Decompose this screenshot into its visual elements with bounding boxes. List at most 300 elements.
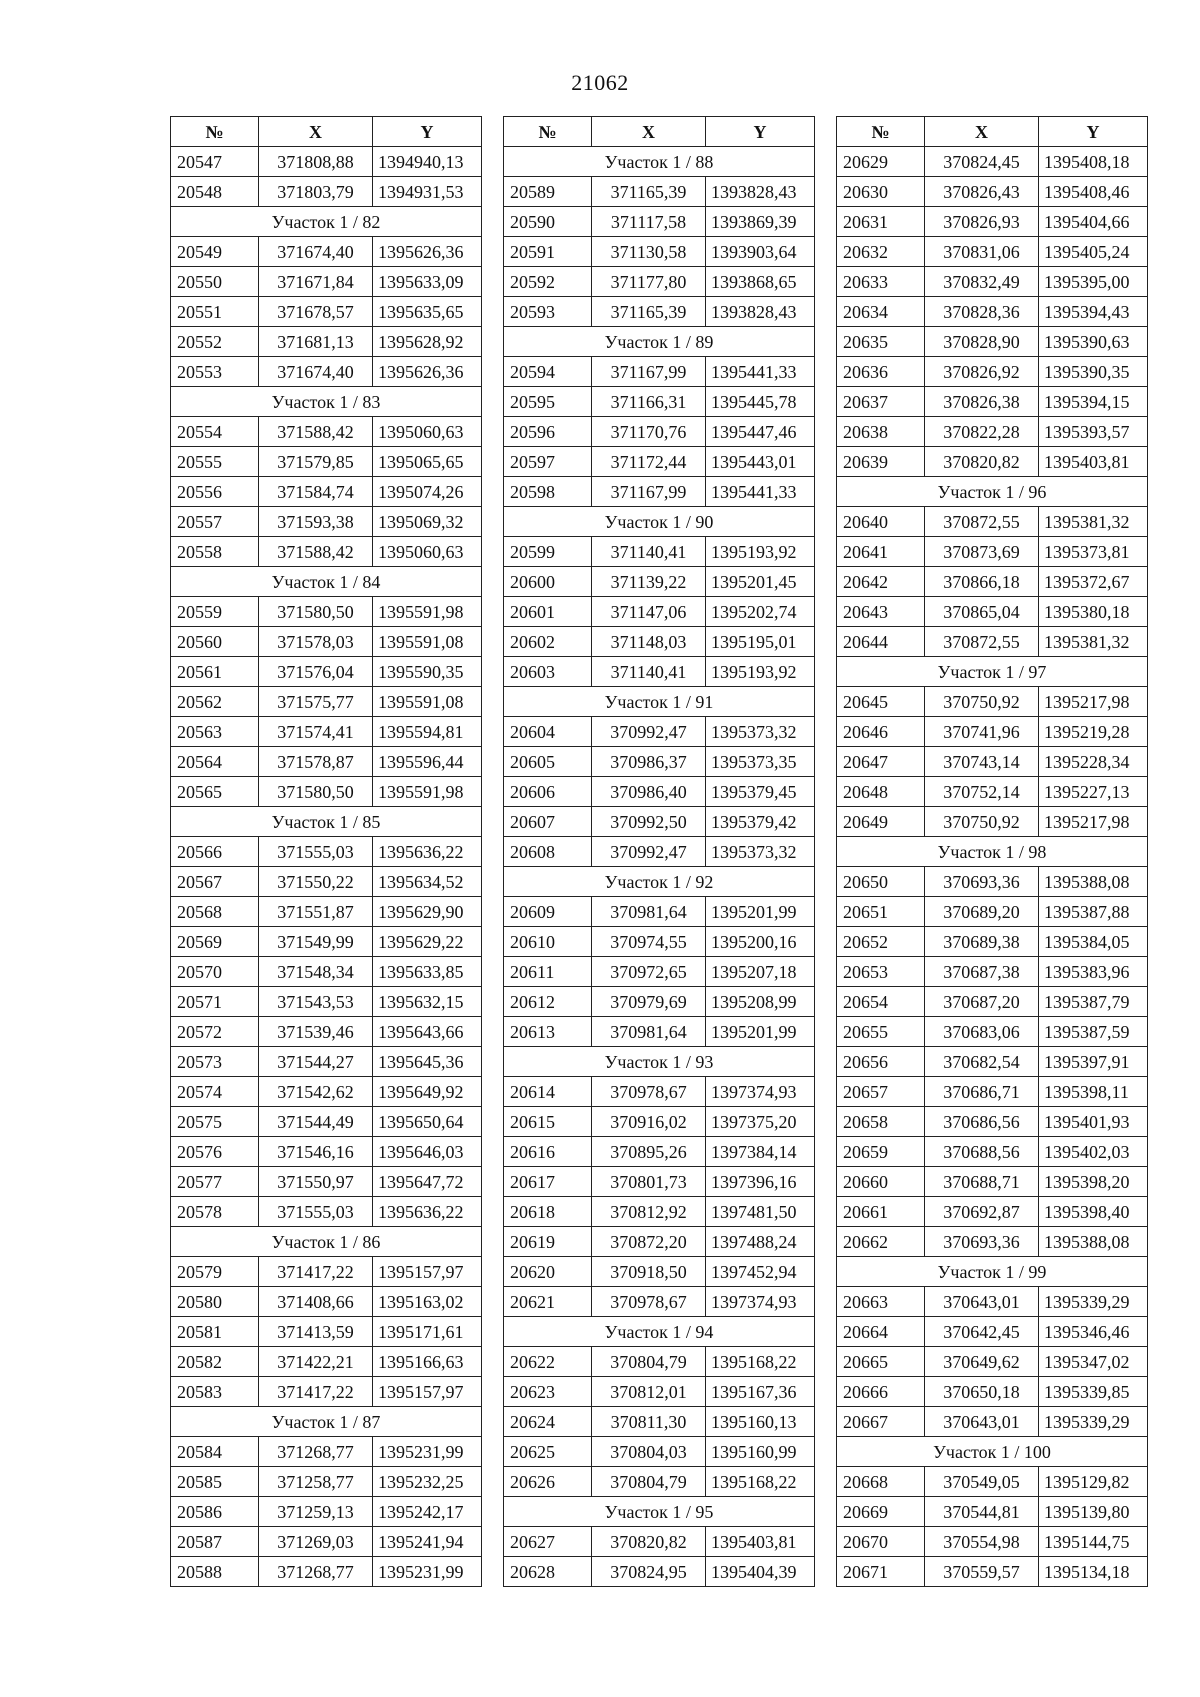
- table-body: [504, 147, 815, 1587]
- x-coordinate: 370828,90: [925, 327, 1039, 357]
- table-row: [837, 237, 1148, 267]
- x-coordinate: 371258,77: [259, 1467, 373, 1497]
- x-coordinate: 371167,99: [592, 357, 706, 387]
- table-row: [504, 447, 815, 477]
- table-row: [171, 1197, 482, 1227]
- x-coordinate: 371172,44: [592, 447, 706, 477]
- table-row: [171, 507, 482, 537]
- point-number: 20649: [837, 807, 925, 837]
- point-number: 20667: [837, 1407, 925, 1437]
- point-number: 20561: [171, 657, 259, 687]
- table-row: [171, 477, 482, 507]
- point-number: 20579: [171, 1257, 259, 1287]
- y-coordinate: 1395398,11: [1039, 1077, 1148, 1107]
- y-coordinate: 1395232,25: [373, 1467, 482, 1497]
- x-coordinate: 370650,18: [925, 1377, 1039, 1407]
- y-coordinate: 1395383,96: [1039, 957, 1148, 987]
- point-number: 20573: [171, 1047, 259, 1077]
- table-row: [837, 207, 1148, 237]
- y-coordinate: 1395231,99: [373, 1437, 482, 1467]
- y-coordinate: 1395445,78: [706, 387, 815, 417]
- x-coordinate: 370979,69: [592, 987, 706, 1017]
- x-coordinate: 370686,71: [925, 1077, 1039, 1107]
- x-coordinate: 371130,58: [592, 237, 706, 267]
- table-row: [504, 987, 815, 1017]
- section-row: [171, 567, 482, 597]
- point-number: 20648: [837, 777, 925, 807]
- y-coordinate: 1395060,63: [373, 417, 482, 447]
- point-number: 20594: [504, 357, 592, 387]
- point-number: 20660: [837, 1167, 925, 1197]
- section-row: [171, 1407, 482, 1437]
- y-coordinate: 1393903,64: [706, 237, 815, 267]
- x-coordinate: 371808,88: [259, 147, 373, 177]
- x-coordinate: 370824,45: [925, 147, 1039, 177]
- y-coordinate: 1395394,43: [1039, 297, 1148, 327]
- point-number: 20668: [837, 1467, 925, 1497]
- y-coordinate: 1395394,15: [1039, 387, 1148, 417]
- table-row: [837, 327, 1148, 357]
- y-coordinate: 1395163,02: [373, 1287, 482, 1317]
- y-coordinate: 1395201,99: [706, 897, 815, 927]
- table-row: [837, 687, 1148, 717]
- table-row: [837, 747, 1148, 777]
- y-coordinate: 1395373,35: [706, 747, 815, 777]
- point-number: 20569: [171, 927, 259, 957]
- table-row: [837, 927, 1148, 957]
- point-number: 20621: [504, 1287, 592, 1317]
- point-number: 20553: [171, 357, 259, 387]
- point-number: 20607: [504, 807, 592, 837]
- y-coordinate: 1395168,22: [706, 1347, 815, 1377]
- point-number: 20567: [171, 867, 259, 897]
- point-number: 20572: [171, 1017, 259, 1047]
- x-coordinate: 370872,55: [925, 627, 1039, 657]
- table-row: [504, 477, 815, 507]
- y-coordinate: 1395380,18: [1039, 597, 1148, 627]
- y-coordinate: 1395443,01: [706, 447, 815, 477]
- table-row: [504, 207, 815, 237]
- y-coordinate: 1395339,29: [1039, 1287, 1148, 1317]
- y-coordinate: 1395373,81: [1039, 537, 1148, 567]
- table-row: [504, 1137, 815, 1167]
- table-row: [504, 927, 815, 957]
- table-row: [837, 177, 1148, 207]
- x-coordinate: 370824,95: [592, 1557, 706, 1587]
- section-row: [504, 687, 815, 717]
- table-row: [504, 297, 815, 327]
- point-number: 20589: [504, 177, 592, 207]
- section-title: Участок 1 / 100: [837, 1437, 1148, 1467]
- table-row: [504, 657, 815, 687]
- table-row: [837, 267, 1148, 297]
- point-number: 20547: [171, 147, 259, 177]
- point-number: 20550: [171, 267, 259, 297]
- x-coordinate: 370918,50: [592, 1257, 706, 1287]
- point-number: 20592: [504, 267, 592, 297]
- table-row: [171, 1107, 482, 1137]
- table-row: [171, 417, 482, 447]
- point-number: 20558: [171, 537, 259, 567]
- section-title: Участок 1 / 87: [171, 1407, 482, 1437]
- table-row: [171, 867, 482, 897]
- y-coordinate: 1393869,39: [706, 207, 815, 237]
- point-number: 20644: [837, 627, 925, 657]
- x-coordinate: 370812,01: [592, 1377, 706, 1407]
- y-coordinate: 1395074,26: [373, 477, 482, 507]
- header-row: [504, 117, 815, 147]
- x-coordinate: 370689,38: [925, 927, 1039, 957]
- table-row: [171, 1527, 482, 1557]
- x-coordinate: 370693,36: [925, 867, 1039, 897]
- x-coordinate: 370981,64: [592, 1017, 706, 1047]
- table-row: [837, 507, 1148, 537]
- x-coordinate: 371543,53: [259, 987, 373, 1017]
- table-row: [171, 1317, 482, 1347]
- table-row: [504, 1017, 815, 1047]
- x-coordinate: 371408,66: [259, 1287, 373, 1317]
- y-coordinate: 1395227,13: [1039, 777, 1148, 807]
- coordinates-table-2: [503, 116, 815, 1587]
- y-coordinate: 1395167,36: [706, 1377, 815, 1407]
- point-number: 20669: [837, 1497, 925, 1527]
- y-coordinate: 1395373,32: [706, 717, 815, 747]
- y-coordinate: 1395387,79: [1039, 987, 1148, 1017]
- x-coordinate: 371544,27: [259, 1047, 373, 1077]
- point-number: 20625: [504, 1437, 592, 1467]
- point-number: 20610: [504, 927, 592, 957]
- table-row: [837, 1377, 1148, 1407]
- y-coordinate: 1395646,03: [373, 1137, 482, 1167]
- y-coordinate: 1395166,63: [373, 1347, 482, 1377]
- table-row: [171, 1167, 482, 1197]
- table-row: [837, 1557, 1148, 1587]
- point-number: 20552: [171, 327, 259, 357]
- table-row: [171, 1437, 482, 1467]
- point-number: 20577: [171, 1167, 259, 1197]
- y-coordinate: 1395201,45: [706, 567, 815, 597]
- x-coordinate: 370974,55: [592, 927, 706, 957]
- x-coordinate: 370986,40: [592, 777, 706, 807]
- y-coordinate: 1395381,32: [1039, 507, 1148, 537]
- x-coordinate: 371550,22: [259, 867, 373, 897]
- point-number: 20638: [837, 417, 925, 447]
- point-number: 20646: [837, 717, 925, 747]
- y-coordinate: 1395208,99: [706, 987, 815, 1017]
- x-coordinate: 371117,58: [592, 207, 706, 237]
- header-num: №: [504, 117, 592, 147]
- section-title: Участок 1 / 93: [504, 1047, 815, 1077]
- point-number: 20563: [171, 717, 259, 747]
- section-title: Участок 1 / 94: [504, 1317, 815, 1347]
- y-coordinate: 1395228,34: [1039, 747, 1148, 777]
- y-coordinate: 1395633,09: [373, 267, 482, 297]
- y-coordinate: 1395168,22: [706, 1467, 815, 1497]
- x-coordinate: 371139,22: [592, 567, 706, 597]
- point-number: 20662: [837, 1227, 925, 1257]
- table-row: [837, 1077, 1148, 1107]
- x-coordinate: 371576,04: [259, 657, 373, 687]
- point-number: 20562: [171, 687, 259, 717]
- section-row: [504, 867, 815, 897]
- table-row: [171, 147, 482, 177]
- table-row: [504, 837, 815, 867]
- section-title: Участок 1 / 84: [171, 567, 482, 597]
- y-coordinate: 1395242,17: [373, 1497, 482, 1527]
- x-coordinate: 370549,05: [925, 1467, 1039, 1497]
- point-number: 20555: [171, 447, 259, 477]
- point-number: 20564: [171, 747, 259, 777]
- y-coordinate: 1395390,35: [1039, 357, 1148, 387]
- point-number: 20620: [504, 1257, 592, 1287]
- point-number: 20663: [837, 1287, 925, 1317]
- point-number: 20613: [504, 1017, 592, 1047]
- y-coordinate: 1395393,57: [1039, 417, 1148, 447]
- x-coordinate: 371550,97: [259, 1167, 373, 1197]
- x-coordinate: 371580,50: [259, 777, 373, 807]
- point-number: 20608: [504, 837, 592, 867]
- y-coordinate: 1395398,20: [1039, 1167, 1148, 1197]
- section-row: [837, 1437, 1148, 1467]
- y-coordinate: 1397452,94: [706, 1257, 815, 1287]
- point-number: 20656: [837, 1047, 925, 1077]
- section-title: Участок 1 / 91: [504, 687, 815, 717]
- x-coordinate: 370643,01: [925, 1407, 1039, 1437]
- table-row: [837, 867, 1148, 897]
- table-row: [504, 1257, 815, 1287]
- y-coordinate: 1395381,32: [1039, 627, 1148, 657]
- x-coordinate: 370804,03: [592, 1437, 706, 1467]
- point-number: 20585: [171, 1467, 259, 1497]
- x-coordinate: 370992,50: [592, 807, 706, 837]
- y-coordinate: 1395160,13: [706, 1407, 815, 1437]
- y-coordinate: 1395397,91: [1039, 1047, 1148, 1077]
- y-coordinate: 1395339,29: [1039, 1407, 1148, 1437]
- y-coordinate: 1393828,43: [706, 177, 815, 207]
- x-coordinate: 370683,06: [925, 1017, 1039, 1047]
- x-coordinate: 370688,71: [925, 1167, 1039, 1197]
- point-number: 20566: [171, 837, 259, 867]
- x-coordinate: 370978,67: [592, 1077, 706, 1107]
- table-row: [837, 627, 1148, 657]
- y-coordinate: 1394940,13: [373, 147, 482, 177]
- point-number: 20549: [171, 237, 259, 267]
- y-coordinate: 1395634,52: [373, 867, 482, 897]
- y-coordinate: 1395060,63: [373, 537, 482, 567]
- section-title: Участок 1 / 99: [837, 1257, 1148, 1287]
- point-number: 20557: [171, 507, 259, 537]
- x-coordinate: 371165,39: [592, 177, 706, 207]
- table-row: [837, 447, 1148, 477]
- section-title: Участок 1 / 85: [171, 807, 482, 837]
- point-number: 20623: [504, 1377, 592, 1407]
- table-row: [504, 1527, 815, 1557]
- table-row: [171, 327, 482, 357]
- y-coordinate: 1395628,92: [373, 327, 482, 357]
- point-number: 20616: [504, 1137, 592, 1167]
- y-coordinate: 1395594,81: [373, 717, 482, 747]
- x-coordinate: 370643,01: [925, 1287, 1039, 1317]
- y-coordinate: 1395373,32: [706, 837, 815, 867]
- y-coordinate: 1395405,24: [1039, 237, 1148, 267]
- point-number: 20600: [504, 567, 592, 597]
- point-number: 20570: [171, 957, 259, 987]
- point-number: 20571: [171, 987, 259, 1017]
- section-row: [504, 327, 815, 357]
- y-coordinate: 1395144,75: [1039, 1527, 1148, 1557]
- coordinates-table-1: [170, 116, 482, 1587]
- y-coordinate: 1395441,33: [706, 477, 815, 507]
- y-coordinate: 1395193,92: [706, 657, 815, 687]
- header-row: [837, 117, 1148, 147]
- point-number: 20588: [171, 1557, 259, 1587]
- y-coordinate: 1395590,35: [373, 657, 482, 687]
- x-coordinate: 371166,31: [592, 387, 706, 417]
- table-row: [837, 717, 1148, 747]
- point-number: 20614: [504, 1077, 592, 1107]
- table-row: [837, 537, 1148, 567]
- y-coordinate: 1395387,59: [1039, 1017, 1148, 1047]
- table-row: [504, 1227, 815, 1257]
- point-number: 20628: [504, 1557, 592, 1587]
- x-coordinate: 371674,40: [259, 357, 373, 387]
- point-number: 20639: [837, 447, 925, 477]
- y-coordinate: 1395591,08: [373, 627, 482, 657]
- point-number: 20671: [837, 1557, 925, 1587]
- table-row: [837, 1347, 1148, 1377]
- y-coordinate: 1395171,61: [373, 1317, 482, 1347]
- point-number: 20631: [837, 207, 925, 237]
- x-coordinate: 371148,03: [592, 627, 706, 657]
- y-coordinate: 1395134,18: [1039, 1557, 1148, 1587]
- header-x: X: [259, 117, 373, 147]
- section-row: [504, 147, 815, 177]
- y-coordinate: 1395379,42: [706, 807, 815, 837]
- table-row: [837, 597, 1148, 627]
- x-coordinate: 371593,38: [259, 507, 373, 537]
- y-coordinate: 1395207,18: [706, 957, 815, 987]
- table-row: [171, 537, 482, 567]
- x-coordinate: 371588,42: [259, 537, 373, 567]
- y-coordinate: 1395388,08: [1039, 1227, 1148, 1257]
- y-coordinate: 1395403,81: [1039, 447, 1148, 477]
- table-row: [837, 1167, 1148, 1197]
- point-number: 20560: [171, 627, 259, 657]
- point-number: 20604: [504, 717, 592, 747]
- y-coordinate: 1395626,36: [373, 357, 482, 387]
- x-coordinate: 371678,57: [259, 297, 373, 327]
- y-coordinate: 1397374,93: [706, 1077, 815, 1107]
- y-coordinate: 1395636,22: [373, 837, 482, 867]
- y-coordinate: 1395219,28: [1039, 717, 1148, 747]
- x-coordinate: 371140,41: [592, 537, 706, 567]
- table-row: [171, 1017, 482, 1047]
- point-number: 20611: [504, 957, 592, 987]
- header-num: №: [171, 117, 259, 147]
- x-coordinate: 370642,45: [925, 1317, 1039, 1347]
- point-number: 20658: [837, 1107, 925, 1137]
- table-row: [504, 807, 815, 837]
- point-number: 20601: [504, 597, 592, 627]
- page-number: 21062: [571, 70, 629, 95]
- section-row: [837, 477, 1148, 507]
- y-coordinate: 1393868,65: [706, 267, 815, 297]
- x-coordinate: 371147,06: [592, 597, 706, 627]
- x-coordinate: 370687,20: [925, 987, 1039, 1017]
- table-row: [504, 1467, 815, 1497]
- x-coordinate: 371413,59: [259, 1317, 373, 1347]
- x-coordinate: 370872,20: [592, 1227, 706, 1257]
- table-row: [171, 1077, 482, 1107]
- point-number: 20581: [171, 1317, 259, 1347]
- header-x: X: [925, 117, 1039, 147]
- table-row: [171, 1257, 482, 1287]
- point-number: 20670: [837, 1527, 925, 1557]
- header-num: №: [837, 117, 925, 147]
- y-coordinate: 1395398,40: [1039, 1197, 1148, 1227]
- section-title: Участок 1 / 92: [504, 867, 815, 897]
- table-row: [837, 777, 1148, 807]
- section-row: [837, 1257, 1148, 1287]
- x-coordinate: 370801,73: [592, 1167, 706, 1197]
- point-number: 20637: [837, 387, 925, 417]
- x-coordinate: 371584,74: [259, 477, 373, 507]
- x-coordinate: 370688,56: [925, 1137, 1039, 1167]
- y-coordinate: 1395157,97: [373, 1377, 482, 1407]
- x-coordinate: 370986,37: [592, 747, 706, 777]
- x-coordinate: 371548,34: [259, 957, 373, 987]
- x-coordinate: 370693,36: [925, 1227, 1039, 1257]
- y-coordinate: 1395403,81: [706, 1527, 815, 1557]
- point-number: 20665: [837, 1347, 925, 1377]
- table-row: [837, 1137, 1148, 1167]
- point-number: 20559: [171, 597, 259, 627]
- section-row: [504, 507, 815, 537]
- x-coordinate: 371417,22: [259, 1257, 373, 1287]
- y-coordinate: 1395447,46: [706, 417, 815, 447]
- table-row: [171, 897, 482, 927]
- section-title: Участок 1 / 86: [171, 1227, 482, 1257]
- point-number: 20554: [171, 417, 259, 447]
- table-row: [837, 297, 1148, 327]
- y-coordinate: 1397481,50: [706, 1197, 815, 1227]
- section-row: [837, 657, 1148, 687]
- y-coordinate: 1395347,02: [1039, 1347, 1148, 1377]
- x-coordinate: 371555,03: [259, 837, 373, 867]
- table-row: [504, 1107, 815, 1137]
- table-row: [504, 267, 815, 297]
- x-coordinate: 371574,41: [259, 717, 373, 747]
- table-row: [171, 627, 482, 657]
- x-coordinate: 371671,84: [259, 267, 373, 297]
- y-coordinate: 1395201,99: [706, 1017, 815, 1047]
- x-coordinate: 370750,92: [925, 687, 1039, 717]
- x-coordinate: 371549,99: [259, 927, 373, 957]
- x-coordinate: 370916,02: [592, 1107, 706, 1137]
- table-row: [504, 417, 815, 447]
- point-number: 20593: [504, 297, 592, 327]
- table-row: [837, 987, 1148, 1017]
- x-coordinate: 371578,87: [259, 747, 373, 777]
- x-coordinate: 371170,76: [592, 417, 706, 447]
- point-number: 20641: [837, 537, 925, 567]
- x-coordinate: 371140,41: [592, 657, 706, 687]
- x-coordinate: 370811,30: [592, 1407, 706, 1437]
- table-row: [837, 1467, 1148, 1497]
- x-coordinate: 370741,96: [925, 717, 1039, 747]
- table-row: [837, 807, 1148, 837]
- y-coordinate: 1395195,01: [706, 627, 815, 657]
